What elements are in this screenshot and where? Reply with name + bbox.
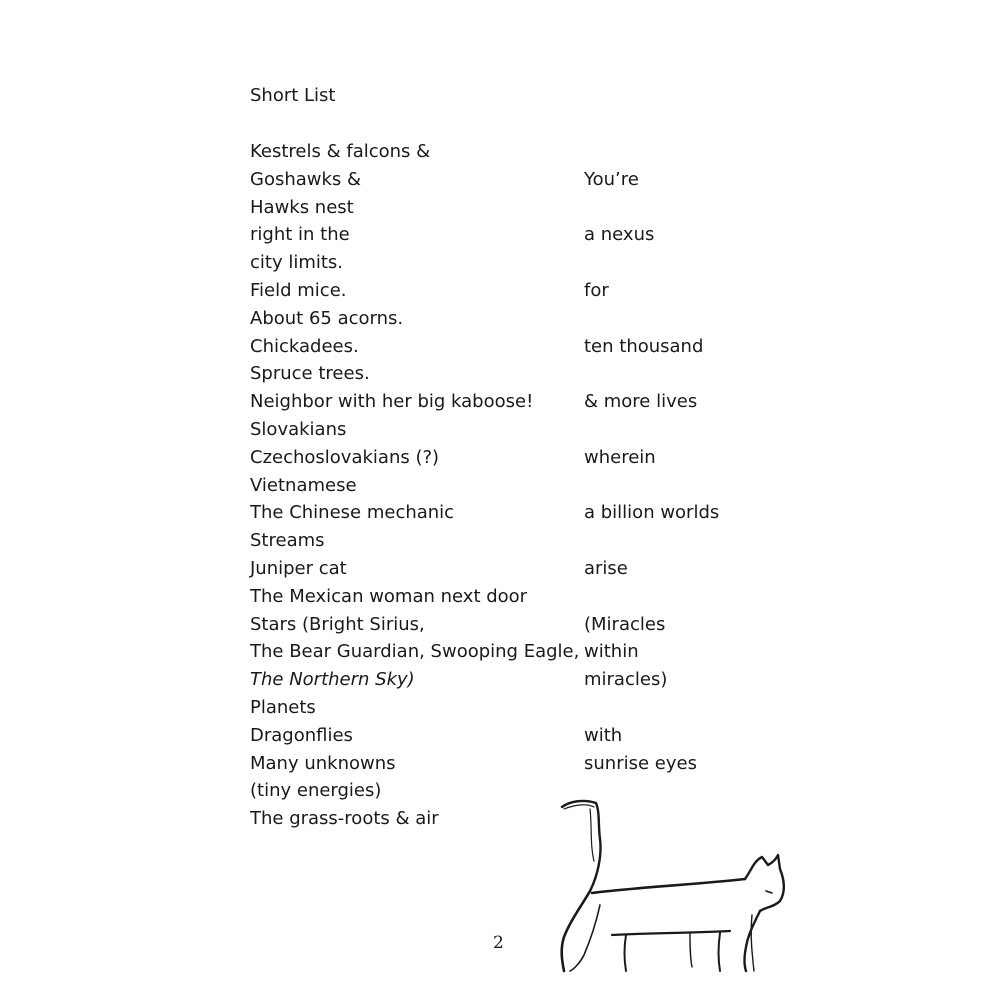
poem-line: The Mexican woman next door <box>250 585 528 607</box>
poem-line: sunrise eyes <box>584 752 697 774</box>
poem-line: Field mice. <box>250 279 347 301</box>
poem-line: a nexus <box>584 224 655 246</box>
poem-line <box>584 251 719 279</box>
page-number: 2 <box>493 933 504 953</box>
poem-line: arise <box>584 557 628 579</box>
poem-line-italic: The Northern Sky) <box>250 669 415 691</box>
poem-line: The Chinese mechanic <box>250 502 455 524</box>
poem-line: for <box>584 279 609 301</box>
poem-line: Stars (Bright Sirius, <box>250 613 425 635</box>
poem-title: Short List <box>250 85 336 106</box>
poem-line <box>584 362 719 390</box>
poem-line <box>584 196 719 224</box>
poem-line: & more lives <box>584 391 698 413</box>
poem-line: within <box>584 641 639 663</box>
poem-line <box>584 418 719 446</box>
poem-line: right in the <box>250 224 350 246</box>
poem-line: a billion worlds <box>584 502 720 524</box>
poem-line: with <box>584 724 623 746</box>
poem-line: Goshawks & <box>250 168 362 190</box>
poem-right-column <box>584 140 719 779</box>
poem-line: Czechoslovakians (?) <box>250 446 440 468</box>
poem-line: Dragonflies <box>250 724 353 746</box>
poem-line: city limits. <box>250 252 344 274</box>
poem-line <box>584 474 719 502</box>
poem-line: The grass-roots & air <box>250 808 439 830</box>
poem-line: Spruce trees. <box>250 363 370 385</box>
poem-line: Streams <box>250 530 325 552</box>
poem-line: The Bear Guardian, Swooping Eagle, <box>250 641 580 663</box>
poem-line: About 65 acorns. <box>250 307 404 329</box>
poem-line: Hawks nest <box>250 196 354 218</box>
poem-line: wherein <box>584 446 656 468</box>
poem-line: (tiny energies) <box>250 780 382 802</box>
walking-cat-icon <box>540 795 790 975</box>
poem-line: Slovakians <box>250 418 347 440</box>
poem-line: You’re <box>584 168 639 190</box>
poem-line <box>584 529 719 557</box>
poem-line: Neighbor with her big kaboose! <box>250 391 534 413</box>
poem-line: Kestrels & falcons & <box>250 141 431 162</box>
poem-line <box>584 585 719 613</box>
poem-line <box>584 140 719 168</box>
poem-line <box>584 696 719 724</box>
poem-line <box>584 307 719 335</box>
poem-left-column <box>250 140 579 835</box>
poem-line: Planets <box>250 696 316 718</box>
poem-line: ten thousand <box>584 335 704 357</box>
poem-line: (Miracles <box>584 613 666 635</box>
poem-line: Chickadees. <box>250 335 359 357</box>
poem-line: Many unknowns <box>250 752 396 774</box>
poem-line: miracles) <box>584 669 668 691</box>
poem-line: Vietnamese <box>250 474 357 496</box>
poem-line: Juniper cat <box>250 557 347 579</box>
